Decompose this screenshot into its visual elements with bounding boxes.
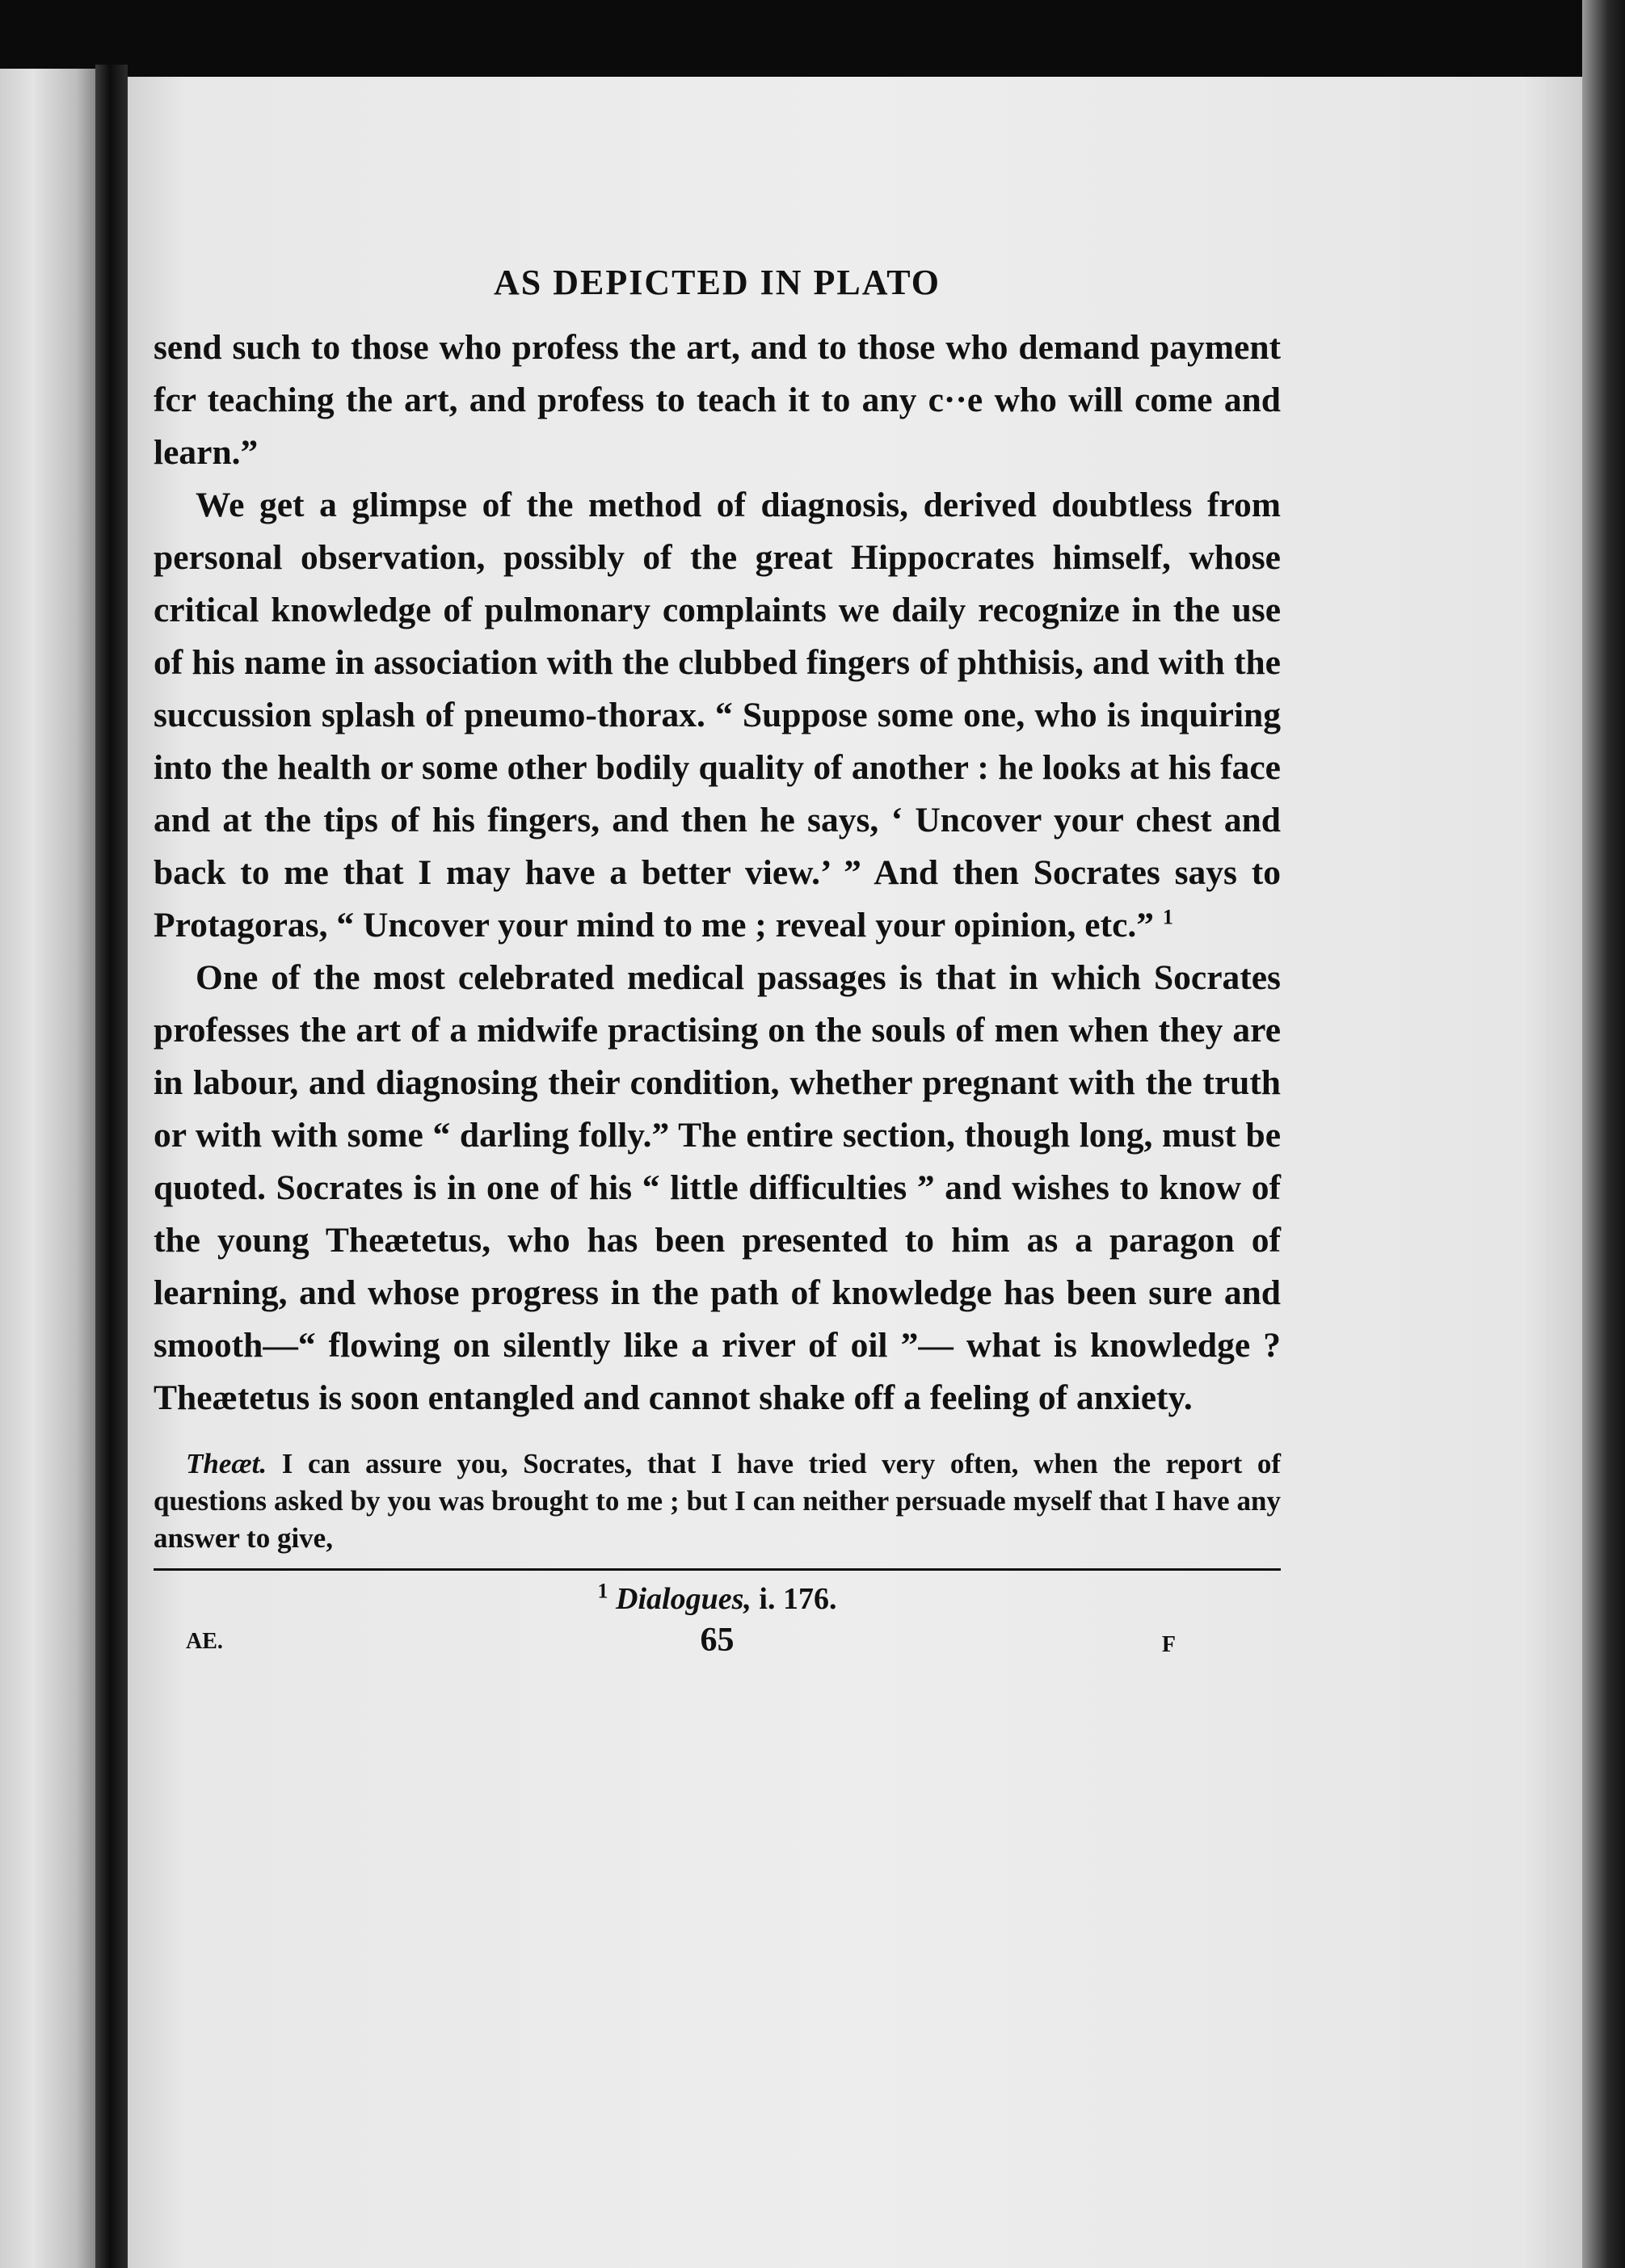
paragraph-continuation: send such to those who profess the art, and to those who demand payment fcr teaching the art, and profess to teach it to any c··e who will come and learn.” [154, 328, 1281, 472]
paragraph-midwife: One of the most celebrated medical passages is that in which Socrates professes the art of a midwife practising on the souls of men when they are in labour, and diagnosing their condition, whether pregnant with the truth or with with some “ darling folly.” The entire section, though long, must be quoted. Socrates is in one of his “ little difficulties ” and wishes to know of the young Theætetus, who has been presented to him as a paragon of learning, and whose progress in the path of knowledge has been sure and smooth—“ flowing on silently like a river of oil ”— what is knowledge ? Theætetus is soon entangled and cannot shake off a feeling of anxiety. [154, 958, 1281, 1417]
extract-speaker: Theæt. [186, 1448, 267, 1479]
footnote-reference: 1 [1162, 905, 1173, 929]
footnote-title: Dialogues, [616, 1582, 751, 1616]
extract-text: I can assure you, Socrates, that I have tried very often, when the report of questions asked by you was brought to me ; but I can neither persuade myself that I have any answer to give, [154, 1448, 1281, 1554]
page-footer [154, 1621, 1281, 1666]
footnote-ref: i. 176. [759, 1582, 837, 1616]
page-number: 65 [700, 1622, 735, 1659]
paragraph-diagnosis-text: We get a glimpse of the method of diagnosis, derived doubtless from personal observation, possibly of the great Hippocrates himself, whose critical knowledge of pulmonary complaints we daily recognize in the use of his name in association with the clubbed fingers of phthisis, and with the succussion splash of pneumo-thorax. “ Suppose some one, who is inquiring into the health or some other bodily quality of another : he looks at his face and at the tips of his fingers, and then he says, ‘ Uncover your chest and back to me that I may have a better view.’ ” And then Socrates says to Protagoras, “ Uncover your mind to me ; reveal your opinion, etc.” [154, 486, 1281, 945]
footnote-marker: 1 [597, 1579, 608, 1603]
footnote-rule [154, 1568, 1281, 1571]
paragraph-diagnosis [154, 479, 1281, 952]
dialogue-extract [154, 1445, 1281, 1557]
page-content [154, 259, 1281, 1666]
scan-top-border [0, 0, 1625, 77]
running-head: AS DEPICTED IN PLATO [493, 263, 941, 302]
signature-mark-right: F [1161, 1632, 1176, 1657]
book-gutter [95, 65, 128, 2268]
signature-mark-left: AE. [186, 1629, 223, 1654]
facing-page-edge [0, 69, 95, 2268]
scan-right-border [1582, 0, 1625, 2268]
footnote [154, 1579, 1281, 1619]
